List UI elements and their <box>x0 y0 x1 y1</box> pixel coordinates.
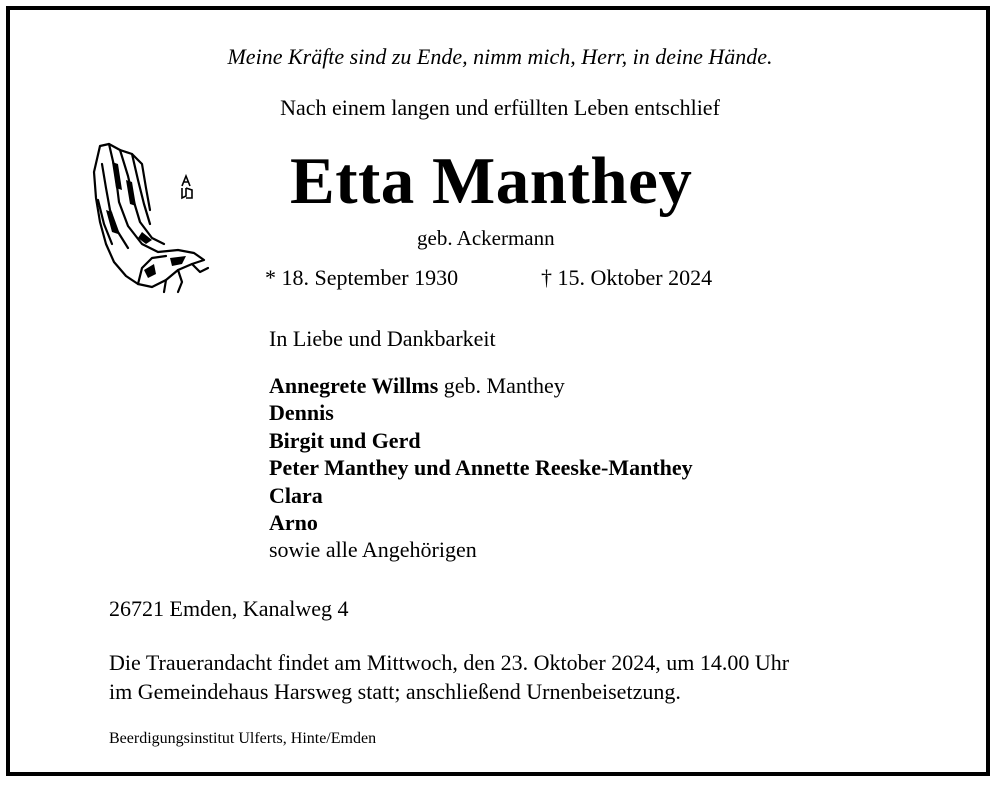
deceased-name: Etta Manthey <box>290 144 693 218</box>
address: 26721 Emden, Kanalweg 4 <box>109 596 349 621</box>
mourner-relatives: sowie alle Angehörigen <box>269 537 477 563</box>
birth-date: * 18. September 1930 <box>265 265 459 290</box>
motto: Meine Kräfte sind zu Ende, nimm mich, Herr, in deine Hände. <box>227 44 773 69</box>
thanks-text: In Liebe und Dankbarkeit <box>269 326 496 351</box>
praying-hands-icon <box>82 140 212 295</box>
mourner-line <box>269 372 693 399</box>
birth-name: geb. Ackermann <box>417 226 555 250</box>
mourner-name: Annegrete Willms <box>269 373 439 398</box>
mourners-list <box>269 372 693 564</box>
service-line: Die Trauerandacht findet am Mittwoch, den 23. Oktober 2024, um 14.00 Uhr <box>109 650 790 675</box>
undertaker: Beerdigungsinstitut Ulferts, Hinte/Emden <box>109 730 377 747</box>
mourner-name: Birgit und Gerd <box>269 427 421 453</box>
intro-text: Nach einem langen und erfüllten Leben entschlief <box>280 95 720 120</box>
service-info <box>109 648 789 706</box>
service-line: im Gemeindehaus Harsweg statt; anschließend Urnenbeisetzung. <box>109 679 681 704</box>
death-date: † 15. Oktober 2024 <box>541 265 713 290</box>
mourner-name: Peter Manthey und Annette Reeske-Manthey <box>269 455 693 481</box>
mourner-birth-name: geb. Manthey <box>438 373 565 398</box>
mourner-name: Dennis <box>269 400 334 426</box>
mourner-name: Clara <box>269 482 323 508</box>
mourner-name: Arno <box>269 510 318 536</box>
